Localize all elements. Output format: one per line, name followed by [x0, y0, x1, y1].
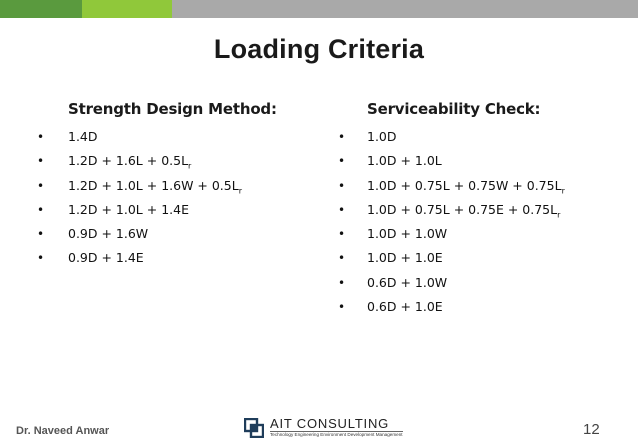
bar-segment-light-green [82, 0, 172, 18]
bullet-icon: • [37, 130, 45, 144]
list-item-text [367, 149, 442, 173]
bullet-icon: • [338, 130, 346, 144]
load-combination: 0.9D + 1.4E [68, 250, 144, 266]
bullet-icon: • [338, 178, 346, 193]
list-item [37, 198, 317, 222]
load-combination: 1.0D + 0.75L + 0.75W + 0.75L [367, 177, 562, 193]
bullet-icon: • [338, 202, 346, 217]
subscript: r [238, 186, 242, 196]
list-item-text [367, 125, 397, 149]
list-item-text [68, 246, 144, 270]
serviceability-heading: Serviceability Check: [367, 100, 541, 118]
subscript: r [561, 186, 565, 196]
list-item-text [367, 271, 447, 295]
list-item [338, 198, 628, 222]
strength-design-heading: Strength Design Method: [68, 100, 277, 118]
load-combination: 1.0D [367, 129, 397, 144]
ait-consulting-logo [244, 417, 403, 438]
serviceability-list [338, 125, 628, 319]
load-combination: 1.4D [68, 129, 98, 144]
list-item [37, 246, 317, 270]
load-combination: 1.0D + 1.0W [367, 226, 448, 242]
list-item [338, 174, 628, 198]
subscript: r [557, 210, 561, 220]
load-combination: 1.2D + 1.6L + 0.5L [68, 153, 189, 169]
ait-logo-icon [244, 418, 264, 438]
subscript: r [188, 161, 192, 171]
author-name: Dr. Naveed Anwar [16, 425, 110, 437]
page-number: 12 [583, 421, 600, 438]
load-combination: 1.2D + 1.0L + 1.6W + 0.5L [68, 177, 239, 193]
load-combination: 1.0D + 1.0E [367, 250, 443, 266]
load-combination: 1.0D + 0.75L + 0.75E + 0.75L [367, 201, 558, 217]
load-combination: 0.9D + 1.6W [68, 226, 149, 242]
list-item [338, 271, 628, 295]
serviceability-column [338, 98, 628, 319]
load-combination: 1.2D + 1.0L + 1.4E [68, 201, 189, 217]
slide-title: Loading Criteria [213, 34, 425, 64]
list-item [338, 295, 628, 319]
bullet-icon: • [338, 275, 346, 290]
strength-design-column [37, 98, 317, 271]
list-item-text [367, 295, 443, 319]
bullet-icon: • [338, 251, 346, 266]
list-item-text [367, 246, 443, 270]
logo-text-block [270, 417, 403, 438]
bar-segment-gray [172, 0, 638, 18]
bullet-icon: • [338, 154, 346, 169]
list-item [37, 149, 317, 173]
bullet-icon: • [37, 154, 45, 169]
bullet-icon: • [37, 227, 45, 242]
list-item [37, 222, 317, 246]
list-item-text [68, 222, 148, 246]
bullet-icon: • [37, 178, 45, 193]
list-item-text [367, 222, 447, 246]
list-item [338, 246, 628, 270]
top-color-bar [0, 0, 638, 18]
list-item [338, 149, 628, 173]
bullet-icon: • [338, 300, 346, 315]
list-item [37, 125, 317, 149]
list-item-text [68, 125, 98, 149]
list-item [37, 174, 317, 198]
logo-name: AIT CONSULTING [270, 416, 390, 431]
bullet-icon: • [37, 202, 45, 217]
logo-tagline: Technology Engineering Environment Development Management [270, 432, 403, 437]
load-combination: 0.6D + 1.0W [367, 274, 448, 290]
list-item [338, 125, 628, 149]
strength-design-list [37, 125, 317, 271]
load-combination: 0.6D + 1.0E [367, 299, 443, 315]
load-combination: 1.0D + 1.0L [367, 153, 442, 169]
bullet-icon: • [338, 227, 346, 242]
bullet-icon: • [37, 251, 45, 266]
bar-segment-dark-green [0, 0, 82, 18]
list-item-text [68, 198, 189, 222]
